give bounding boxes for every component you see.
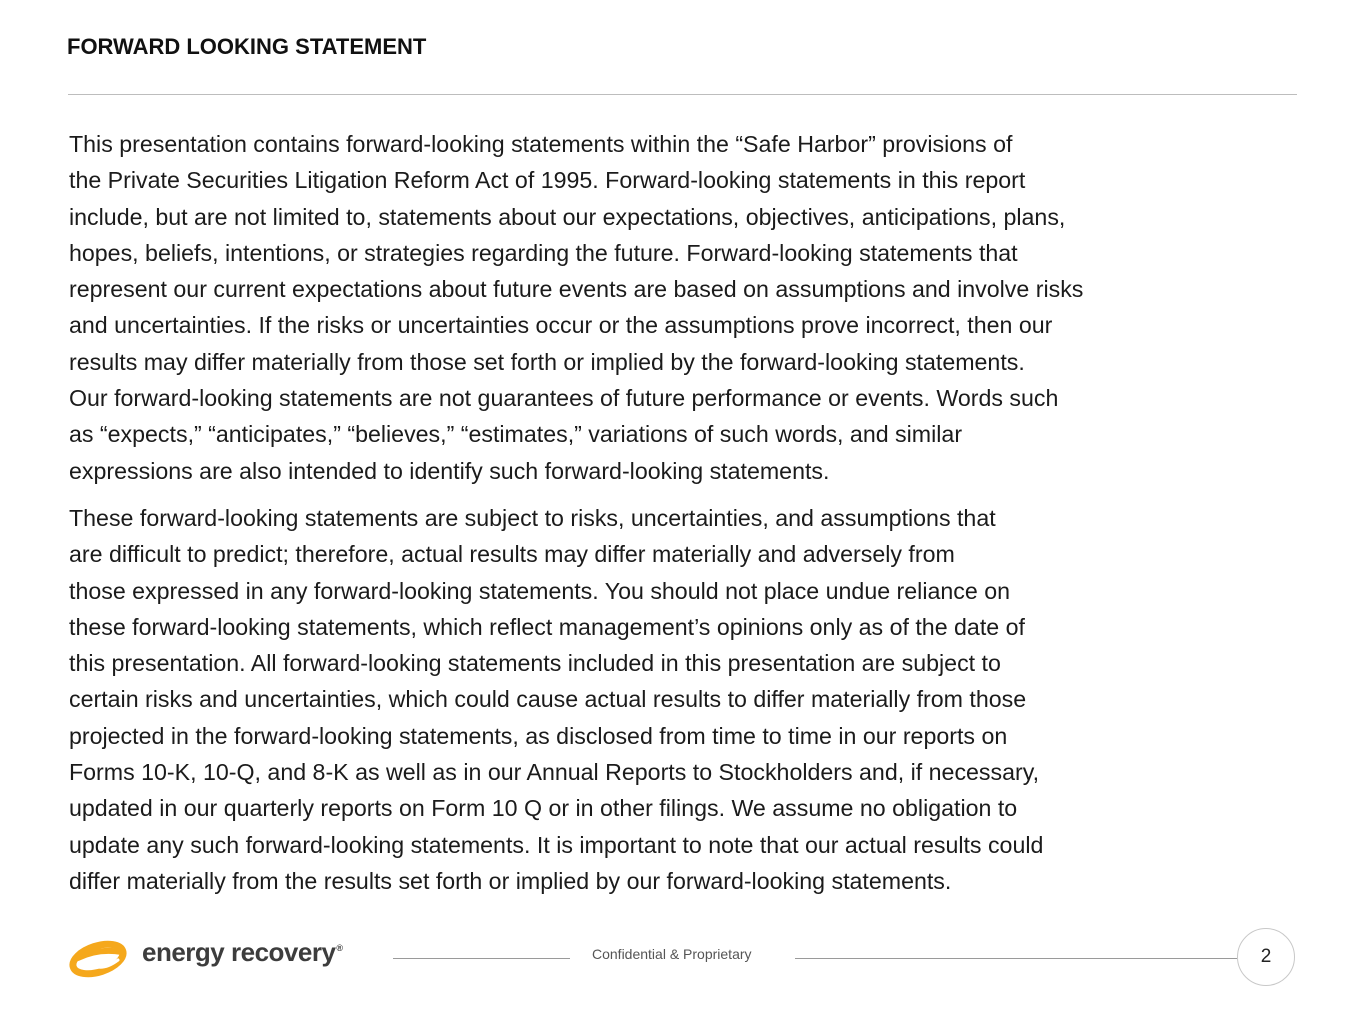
- text-line: represent our current expectations about future events are based on assumptions and involve risks: [69, 276, 1084, 303]
- paragraph-1: [69, 126, 1299, 489]
- text-line: the Private Securities Litigation Reform Act of 1995. Forward-looking statements in this report: [69, 167, 1026, 194]
- text-line: those expressed in any forward-looking statements. You should not place undue reliance on: [69, 577, 1010, 604]
- page-number: 2: [1237, 928, 1295, 986]
- confidential-label: Confidential & Proprietary: [592, 946, 752, 962]
- text-line: These forward-looking statements are subject to risks, uncertainties, and assumptions that: [69, 504, 996, 531]
- title-divider: [68, 94, 1297, 95]
- paragraph-2: [69, 500, 1299, 899]
- text-line: projected in the forward-looking statements, as disclosed from time to time in our reports on: [69, 722, 1008, 749]
- logo-wordmark-text: energy recovery: [142, 937, 336, 967]
- text-line: update any such forward-looking statements. It is important to note that our actual results could: [69, 831, 1044, 858]
- page-title: FORWARD LOOKING STATEMENT: [67, 34, 427, 59]
- text-line: Our forward-looking statements are not guarantees of future performance or events. Words such: [69, 385, 1059, 412]
- text-line: expressions are also intended to identify such forward-looking statements.: [69, 457, 830, 484]
- logo-wordmark: [142, 937, 343, 968]
- energy-recovery-logo-icon: [68, 934, 132, 982]
- registered-mark: ®: [336, 943, 343, 953]
- text-line: these forward-looking statements, which reflect management’s opinions only as of the date of: [69, 613, 1025, 640]
- text-line: hopes, beliefs, intentions, or strategies regarding the future. Forward-looking statements that: [69, 239, 1018, 266]
- text-line: this presentation. All forward-looking statements included in this presentation are subject to: [69, 650, 1001, 677]
- footer-divider-right: [795, 958, 1237, 959]
- footer-divider-left: [393, 958, 570, 959]
- text-line: include, but are not limited to, statements about our expectations, objectives, anticipations, plans,: [69, 203, 1066, 230]
- text-line: updated in our quarterly reports on Form 10 Q or in other filings. We assume no obligation to: [69, 795, 1018, 822]
- text-line: and uncertainties. If the risks or uncertainties occur or the assumptions prove incorrect, then our: [69, 312, 1053, 339]
- text-line: are difficult to predict; therefore, actual results may differ materially and adversely from: [69, 541, 955, 568]
- text-line: differ materially from the results set forth or implied by our forward-looking statements.: [69, 867, 952, 894]
- company-logo: [68, 934, 358, 982]
- text-line: certain risks and uncertainties, which could cause actual results to differ materially from those: [69, 686, 1027, 713]
- text-line: This presentation contains forward-looking statements within the “Safe Harbor” provisions of: [69, 131, 1013, 157]
- statement-body: [69, 126, 1299, 899]
- text-line: Forms 10-K, 10-Q, and 8-K as well as in our Annual Reports to Stockholders and, if necessary,: [69, 759, 1040, 786]
- text-line: as “expects,” “anticipates,” “believes,” “estimates,” variations of such words, and similar: [69, 421, 963, 448]
- text-line: results may differ materially from those set forth or implied by the forward-looking statements.: [69, 348, 1025, 375]
